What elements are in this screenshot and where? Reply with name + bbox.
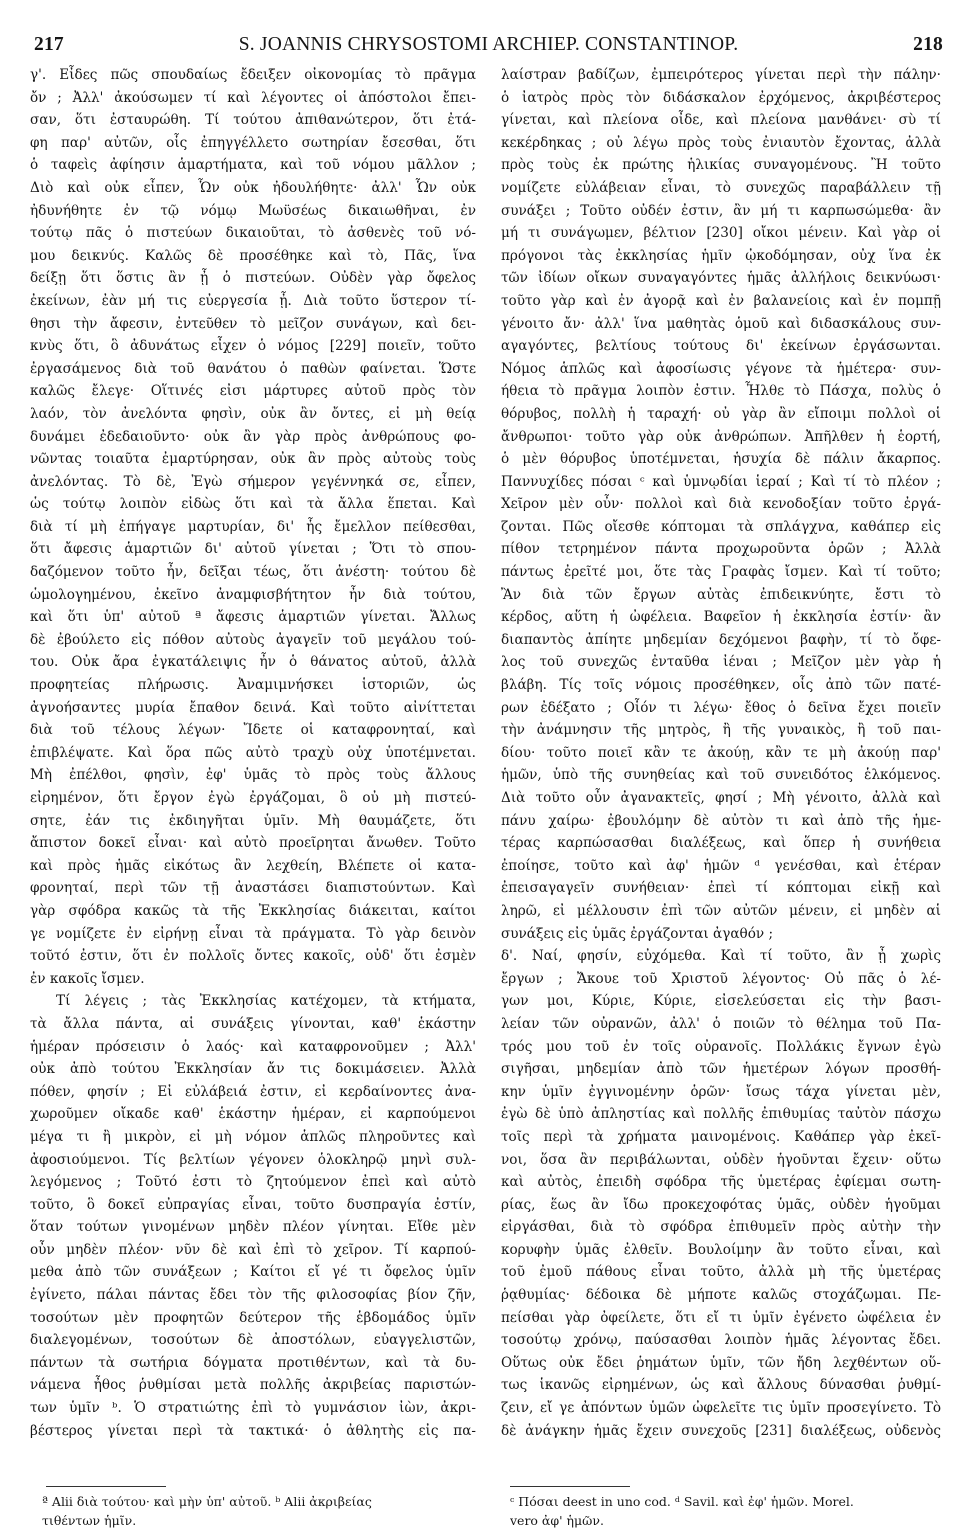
left-text-column — [30, 64, 476, 1442]
footnote-rule-right — [510, 1486, 630, 1487]
text-line: συνάξεις εἰς ὑμᾶς ἐργάζονται ἀγαθόν ; — [501, 925, 774, 942]
text-line: δαζόμενον τοῦτο ἦν, δεῖξαι τέως, ὅτι ἀνέστη· τούτου δὲ — [30, 564, 476, 581]
text-line: θησι τὴν ἄφεσιν, ἐντεῦθεν τὸ μεῖζον συνάγων, καὶ δει- — [30, 315, 476, 332]
text-line: διὰ τοῦ τέλους λέγων· Ἴδετε οἱ καταφρονηταί, καὶ — [30, 722, 476, 739]
text-line: των ὑμῖν ᵇ. Ὁ στρατιώτης ἐπὶ τὸ γυμνάσιον ἰὼν, ἀκρι- — [30, 1400, 476, 1417]
text-line: γ'. Εἶδες πῶς σπουδαίως ἔδειξεν οἰκονομίας τὸ πρᾶγμα — [30, 67, 476, 83]
text-line: τρός μου τοῦ ἐν τοῖς οὐρανοῖς. Πολλάκις ἔγνων ἐγὼ — [501, 1038, 941, 1055]
text-line: διαπαντὸς ἀπίητε μηδεμίαν δεχόμενοι βαφὴν, τί τὸ ὄφε- — [501, 631, 941, 648]
footnote-line: ª Alii διὰ τούτου· καὶ μὴν ὑπ' αὐτοῦ. ᵇ Alii ἀκριβείας — [42, 1494, 372, 1509]
text-line: γένοιτο ἄν· ἀλλ' ἵνα μαθητὰς ὁμοῦ καὶ διδασκάλους συν- — [501, 315, 941, 332]
running-title: S. JOANNIS CHRYSOSTOMI ARCHIEP. CONSTANTINOP. — [238, 34, 739, 55]
text-line: ῥᾳθυμίας· δέδοικα δὲ μήποτε καλῶς στοχάζωμαι. Πε- — [501, 1287, 941, 1304]
running-header — [34, 34, 943, 58]
text-line: φρονηταί, περὶ τῶν τῇ ἀναστάσει διαπιστούντων. Καὶ — [30, 880, 476, 897]
footnote-line: ᶜ Πόσαι deest in uno cod. ᵈ Savil. καὶ ἐφ' ἡμῶν. Morel. — [510, 1494, 854, 1509]
text-line: ὡμολογημένου, ἐκεῖνο ἀναμφισβήτητον ἦν διὰ τούτου, — [30, 586, 476, 603]
text-line: δίου· τοῦτο ποιεῖ κἂν τε ἀκούῃ, κἂν τε μὴ ἀκούῃ παρ' — [501, 744, 941, 761]
text-line: νάμενα ἦθος ῥυθμίσαι μετὰ πολλῆς ἀκριβείας παριστών- — [30, 1377, 476, 1394]
page-number-right: 218 — [913, 34, 943, 55]
text-line: ἀφοσιούμενοι. Τίς βελτίων γέγονεν ὁλοκληρῷ μηνὶ συλ- — [30, 1151, 476, 1168]
text-line: οὐκ ἀπὸ τούτου Ἐκκλησίαν ἄν τις δοκιμάσειεν. Ἀλλὰ — [30, 1061, 476, 1078]
text-line: μεθα ἀπὸ τῶν συνάξεων ; Καίτοι εἴ γέ τι ὄφελος ὑμῖν — [30, 1264, 476, 1281]
text-line: ζονται. Πῶς οἴεσθε κόπτομαι τὰ σπλάγχνα, καθάπερ εἰς — [501, 518, 941, 535]
text-line: ληρῶ, εἰ μέλλουσιν ἐπὶ τῶν αὐτῶν μένειν, εἰ μηδὲν αἱ — [501, 902, 941, 919]
text-line: μή τι συνάγωμεν, βέλτιον [230] οἴκοι μένειν. Καὶ γὰρ οἱ — [501, 225, 941, 242]
text-line: συνάξει ; Τοῦτο οὐδέν ἐστιν, ἂν μή τι καρπωσώμεθα· ἂν — [501, 202, 941, 219]
text-line: ἐργασάμενος διὰ τοῦ θανάτου ὁ παθὼν φαίνεται. Ὥστε — [30, 360, 476, 377]
text-line: τοσούτων μὲν προφητῶν δεύτερον τῆς ἑβδομάδος ὑμῖν — [30, 1309, 476, 1326]
text-line: γε νομίζετε ἐν εἰρήνῃ εἶναι τὰ πράγματα. Τὸ γὰρ δεινὸν — [30, 925, 476, 942]
text-line: Παννυχίδες πόσαι ᶜ καὶ ὑμνῳδίαι ἱεραί ; Καὶ τί τὸ πλέον ; — [501, 473, 941, 490]
text-line: πόθεν, φησίν ; Εἰ εὐλάβειά ἐστιν, εἰ κερδαίνοντες ἀνα- — [30, 1083, 476, 1100]
text-line: κεκέρδηκας ; οὐ λέγω πρὸς τοὺς ἐνιαυτὸν ἔχοντας, ἀλλὰ — [501, 134, 941, 151]
text-line: τοῦτο γὰρ καὶ ἐν ἀγορᾷ καὶ ἐν βαλανείοις καὶ ἐν πομπῇ — [501, 292, 941, 309]
text-line: δυνάμει ἐδεδαιοῦντο· οὐκ ἂν γὰρ πρὸς ἀνθρώπους φο- — [30, 428, 476, 445]
text-line: δείξῃ ὅτι ὅστις ἂν ᾖ ὁ πιστεύων. Οὐδὲν γὰρ ὄφελος — [30, 270, 476, 287]
text-line: δ'. Ναί, φησίν, εὐχόμεθα. Καὶ τί τοῦτο, ἂν ᾖ χωρὶς — [501, 948, 941, 965]
text-line: πείσθαι γὰρ ὀφείλετε, ὅτι εἴ τι ὑμῖν ἐγένετο ὠφέλεια ἐν — [501, 1309, 941, 1326]
text-line: Διὰ τοῦτο οὖν ἀγανακτεῖς, φησί ; Μὴ γένοιτο, ἀλλὰ καὶ — [501, 790, 941, 806]
text-line: λεγόμενος ; Τοῦτό ἐστι τὸ ζητούμενον ἐπεὶ καὶ αὐτὸ — [30, 1174, 476, 1191]
text-line: τοῦτο, ὃ δοκεῖ εὐπραγίας εἶναι, τοῦτο δυσπραγία ἐστίν, — [30, 1196, 476, 1213]
text-line: τοῦ ἐμοῦ πάθους εἶναι τοῦτο, ἀλλὰ μὴ τῆς ὑμετέρας — [501, 1264, 941, 1281]
footnotes-left — [42, 1492, 472, 1530]
text-line: ὁ ταφεὶς ἀφίησιν ἁμαρτήματα, καὶ τοῦ νόμου μᾶλλον ; — [30, 157, 476, 174]
text-line: Χεῖρον μὲν οὖν· πολλοὶ καὶ διὰ κενοδοξίαν τοῦτο ἐργά- — [501, 496, 941, 513]
text-line: του. Οὐκ ἄρα ἐγκατάλειψις ἦν ὁ θάνατος αὐτοῦ, ἀλλὰ — [30, 654, 476, 671]
text-line: πρόγονοι τὰς ἐκκλησίας ἡμῖν ᾠκοδόμησαν, οὐχ ἵνα ἐκ — [501, 247, 941, 264]
text-line: ζειν, εἴ γε ἀπόντων ὑμῶν ὠφελεῖτε τις ὑμῖν προσεγίνετο. Τὸ — [501, 1400, 941, 1417]
text-line: ἐποίησε, τοῦτο καὶ ἀφ' ἡμῶν ᵈ γενέσθαι, καὶ ἑτέραν — [501, 857, 941, 874]
text-line: γὰρ σφόδρα κακῶς τὰ τῆς Ἐκκλησίας διάκειται, καίτοι — [30, 902, 476, 919]
text-line: μέγα τι ἢ μικρὸν, εἰ μὴ νόμον ἁπλῶς πληροῦντες καὶ — [30, 1128, 476, 1145]
footnote-line: vero ἀφ' ἡμῶν. — [510, 1513, 604, 1528]
text-line: καὶ πρὸς ἡμᾶς εἰκότως ἂν λεχθείη, Βλέπετε οἱ κατα- — [30, 857, 476, 874]
text-line: λος τοῦ συνεχῶς ἐνταῦθα ἰέναι ; Μεῖζον μὲν γὰρ ἡ — [501, 654, 941, 671]
right-text-column — [501, 64, 941, 1442]
text-line: οὖν μηδὲν πλέον· νῦν δὲ καὶ ἐπὶ τὸ χεῖρον. Τί καρπού- — [30, 1241, 476, 1258]
text-line: ὁ μὲν θόρυβος ὑποτέμνεται, ἡσυχία δὲ πάλιν ἄκαρπος. — [501, 451, 941, 468]
text-line: ἐγὼ δὲ ὑπὸ ἀπληστίας καὶ πολλῆς ἐπιθυμίας ταὐτὸν πάσχω — [501, 1106, 941, 1123]
text-line: μου δεικνύς. Καλῶς δὲ προσέθηκε καὶ τὸ, Πᾶς, ἵνα — [30, 247, 476, 264]
text-line: τέρας καρπώσασθαι διαλέξεως, καὶ ὅπερ ἡ συνήθεια — [501, 835, 941, 852]
text-line: νῶντας τοιαῦτα ἐμαρτύρησαν, οὐκ ἂν πρὸς αὐτοὺς τοὺς — [30, 451, 476, 468]
text-line: ἀνελόντας. Τὸ δὲ, Ἐγὼ σήμερον γεγέννηκά σε, εἶπεν, — [30, 473, 476, 490]
text-line: ἀγνοήσαντες μυρία ἔπαθον δεινά. Καὶ τοῦτο αἰνίττεται — [30, 699, 476, 716]
text-line: ἐν κακοῖς ἴσμεν. — [30, 970, 145, 987]
text-line: Τί λέγεις ; τὰς Ἐκκλησίας κατέχομεν, τὰ κτήματα, — [56, 993, 476, 1010]
text-line: πίθον τετρημένον πάντα προχωροῦντα ὁρῶν ; Ἀλλὰ — [501, 541, 941, 558]
text-line: ὅταν τούτων γινομένων μηδὲν πλέον γίνηται. Εἴθε μὲν — [30, 1219, 476, 1236]
footnote-rule-left — [46, 1486, 166, 1487]
text-line: σιγῆσαι, μηδεμίαν ἀπὸ τῶν ἡμετέρων λόγων προσθή- — [501, 1061, 941, 1078]
text-line: τὰ ἄλλα πάντα, αἱ συνάξεις γίνονται, καθ' ἑκάστην — [30, 1015, 476, 1032]
text-line: εἰργάσθαι, διὰ τὸ σφόδρα ἐπιθυμεῖν πρὸς αὐτὴν τὴν — [501, 1219, 941, 1236]
text-line: ἄπιστον δοκεῖ εἶναι· καὶ αὐτὸ προεῖρηται ἄνωθεν. Τοῦτο — [30, 835, 476, 852]
text-line: ἡμέραν πρόσεισιν ὁ λαός· καὶ καταφρονοῦμεν ; Ἀλλ' — [30, 1038, 476, 1055]
text-line: χωροῦμεν οἴκαδε καθ' ἑκάστην ἡμέραν, εἰ καρπούμενοι — [30, 1106, 476, 1123]
text-line: διαλεγομένων, τοσούτων δὲ ἀποστόλων, εὐαγγελιστῶν, — [30, 1332, 476, 1349]
text-line: ἐκείνων, ἐὰν μή τις εὐεργεσία ᾖ. Διὰ τοῦτο ὕστερον τί- — [30, 292, 476, 309]
text-line: ὡς τούτῳ λοιπὸν εἰδὼς ὅτι καὶ τὰ ἄλλα ἕπεται. Καὶ — [30, 496, 476, 513]
text-line: διὰ τί μὴ ἐπήγαγε μαρτυρίαν, δι' ἧς ἔμελλον πείθεσθαι, — [30, 518, 476, 535]
text-line: προφητείας πλήρωσις. Ἀναμιμνήσκει ἱστοριῶν, ὡς — [30, 677, 476, 694]
text-line: τοῖς περὶ τὰ χρήματα μαινομένοις. Καθάπερ γὰρ ἐκεῖ- — [501, 1128, 941, 1145]
text-line: ήθεια τὸ πρᾶγμα λοιπὸν ἐστιν. Ἦλθε τὸ Πάσχα, πολὺς ὁ — [501, 383, 941, 400]
text-line: Οὕτως οὐκ ἔδει ῥημάτων ὑμῖν, τῶν ἤδη λεχθέντων οὕ- — [501, 1354, 941, 1371]
text-line: σαν, ὅτι ἐσταυρώθη. Τί τούτου ἀπιθανώτερον, ὅτι ἐτά- — [30, 112, 476, 129]
text-line: πάνυ χαίρω· ἐβουλόμην δὲ αὐτὸν τι καὶ ἀπὸ τῆς ἡμε- — [501, 812, 941, 829]
text-line: γων μοι, Κύριε, Κύριε, εἰσελεύσεται εἰς τὴν βασι- — [501, 993, 941, 1010]
text-line: βλάβη. Τίς τοῖς νόμοις προσέθηκεν, οἷς ἀπὸ τῶν πατέ- — [501, 677, 941, 694]
text-line: ἐγίνετο, πάλαι πάντας ἔδει τὸν τῆς φιλοσοφίας βίον ζῆν, — [30, 1287, 476, 1304]
text-line: τοῦτό ἐστιν, ὅτι ἐν πολλοῖς ὄντες κακοῖς, οὐδ' ὅτι ἐσμὲν — [30, 948, 476, 965]
text-line: ἠδυνήθητε ἐν τῷ νόμῳ Μωϋσέως δικαιωθῆναι, ἐν — [30, 202, 476, 219]
text-line: λαόν, τὸν ἀνελόντα φησὶν, οὐκ ἂν ὄντες, εἰ μὴ θείᾳ — [30, 405, 476, 422]
text-line: ἡμῶν, ὑπὸ τῆς συνηθείας καὶ τοῦ συνειδότος ἑλκόμενος. — [501, 767, 941, 784]
text-line: κην ὑμῖν ἐγγινομένην ὁρῶν· ἴσως τάχα γίνεται μὲν, — [501, 1083, 941, 1100]
text-line: ἐπεισαγαγεῖν συνήθειαν· ἐπεὶ τί κόπτομαι εἰκῇ καὶ — [501, 880, 941, 897]
text-line: κνὺς ὅτι, ὃ ἀδυνάτως εἶχεν ὁ νόμος [229] ποιεῖν, τοῦτο — [30, 338, 476, 355]
text-line: Νόμος ἁπλῶς καὶ ἀφοσίωσις γέγονε τὰ ἡμέτερα· συν- — [501, 360, 941, 377]
text-line: ὁ ἰατρὸς πρὸς τὸν διδάσκαλον ἐρχόμενος, ἀκριβέστερος — [501, 89, 941, 106]
footnotes-right — [510, 1492, 950, 1530]
text-line: βέστερος γίνεται περὶ τὰ τακτικά· ὁ ἀθλητὴς εἰς πα- — [30, 1422, 476, 1439]
text-line: Μὴ ἐπέλθοι, φησὶν, ἐφ' ὑμᾶς τὸ πρὸς τοὺς ἄλλους — [30, 767, 476, 784]
text-line: εἰρημένον, ὅτι ἔργον ἐγὼ ἐργάζομαι, ὃ οὐ μὴ πιστεύ- — [30, 790, 476, 806]
footnote-line: τιθέντων ἡμῖν. — [42, 1513, 137, 1528]
text-line: ἔργων ; Ἄκουε τοῦ Χριστοῦ λέγοντος· Οὐ πᾶς ὁ λέ- — [501, 970, 941, 987]
text-line: καὶ αὐτὸς, ἐπειδὴ σφόδρα τῆς ὑμετέρας ἐφίεμαι σωτη- — [501, 1174, 941, 1191]
text-line: πρὸς τοὺς ἐκ πρώτης ἡλικίας συναγομένους. Ἢ τοῦτο — [501, 157, 941, 174]
text-line: πάντως ἐρεῖτέ μοι, ὅτε τὰς Γραφὰς ἴσμεν. Καὶ τί τοῦτο; — [501, 564, 941, 581]
text-line: πάντων τὰ σωτήρια δόγματα προτιθέντων, καὶ τὰ δυ- — [30, 1354, 476, 1371]
text-line: τὴν ἀνάμνησιν τῆς μητρὸς, ἢ τῆς γυναικὸς, ἢ τοῦ παι- — [501, 722, 941, 739]
text-line: φη παρ' αὐτῶν, οἷς ἐπηγγέλλετο σωτηρίαν ἔσεσθαι, ὅτι — [30, 134, 476, 151]
text-line: τούτῳ πᾶς ὁ πιστεύων δικαιοῦται, τὸ ἀσθενὲς τοῦ νό- — [30, 225, 476, 242]
text-line: λείαν τῶν οὐρανῶν, ἀλλ' ὁ ποιῶν τὸ θέλημα τοῦ Πα- — [501, 1015, 941, 1032]
text-line: ἄνθρωποι· τοῦτο γὰρ οὐκ ἀνθρώπων. Ἀπῆλθεν ἡ ἑορτή, — [501, 428, 941, 445]
text-line: νομίζετε εὐλάβειαν εἶναι, τὸ συνεχῶς παραβάλλειν τῇ — [501, 179, 941, 196]
text-line: τοσούτῳ χρόνῳ, παύσασθαι λοιπὸν ἡμᾶς λέγοντας ἔδει. — [501, 1332, 941, 1349]
text-line: ἐπιβλέψατε. Καὶ ὅρα πῶς αὐτὸ τραχὺ οὐχ ὑποτέμνεται. — [30, 744, 476, 761]
text-line: ρίας, ἕως ἂν ἴδω προκεχοφότας ὑμᾶς, οὐδὲν ἡγοῦμαι — [501, 1196, 941, 1213]
text-line: κέρδος, αὕτη ἡ ὠφέλεια. Βαφεῖον ἡ ἐκκλησία ἐστίν· ἂν — [501, 609, 941, 626]
text-line: καλῶς ἔλεγε· Οἵτινές εἰσι μάρτυρες αὐτοῦ πρὸς τὸν — [30, 383, 476, 400]
text-line: καὶ ὅτι ὑπ' αὐτοῦ ª ἄφεσις ἁμαρτιῶν γίνεται. Ἄλλως — [30, 609, 476, 626]
text-line: ὅτι ἄφεσις ἁμαρτιῶν δι' αὐτοῦ γίνεται ; Ὅτι τὸ σπου- — [30, 541, 476, 558]
text-line: θόρυβος, πολλὴ ἡ ταραχή· οὐ γὰρ ἂν εἴποιμι πολλοὶ οἱ — [501, 405, 941, 422]
text-line: τως ἱκανῶς εἰρημένων, ὡς καὶ ἄλλους δύνασθαι ῥυθμί- — [501, 1377, 941, 1394]
text-line: νοι, ὅσα ἂν περιβάλωνται, οὐδὲν ἡγοῦνται ἔχειν· οὕτω — [501, 1151, 941, 1168]
text-line: λαίστραν βαδίζων, ἐμπειρότερος γίνεται περὶ τὴν πάλην· — [501, 67, 941, 83]
text-line: αγαγόντες, βελτίους τούτους δι' ἐκείνων ἐργάσωνται. — [501, 338, 941, 355]
text-line: κορυφὴν ὑμᾶς ἐλθεῖν. Βουλοίμην ἂν τοῦτο εἶναι, καὶ — [501, 1241, 941, 1258]
text-line: Διὸ καὶ οὐκ εἶπεν, Ὧν οὐκ ἠδουλήθητε· ἀλλ' Ὧν οὐκ — [30, 179, 476, 196]
text-line: Ἂν διὰ τῶν ἔργων αὐτὰς ἐπιδεικνύητε, ἔστι τὸ — [501, 586, 941, 603]
text-line: ὄν ; Ἀλλ' ἀκούσωμεν τί καὶ λέγοντες οἱ ἀπόστολοι ἔπει- — [30, 89, 476, 106]
text-line: σητε, ἐάν τις ἐκδιηγῆται ὑμῖν. Μὴ θαυμάζετε, ὅτι — [30, 812, 476, 829]
text-line: ρων ἐδέξατο ; Οἷόν τι λέγω· ἔθος ὁ δεῖνα ἔχει ποιεῖν — [501, 699, 941, 716]
text-line: δὲ ἀνάγκην ἡμᾶς ἔχειν συνεχοῦς [231] διαλέξεως, οὐδενὸς — [501, 1422, 941, 1439]
text-line: δὲ ἐβούλετο εἰς πόθον αὐτοὺς ἀγαγεῖν τοῦ μεγάλου τού- — [30, 631, 476, 648]
text-line: γίνεται, καὶ πλείονα οἶδε, καὶ πλείονα μανθάνει· σὺ τί — [501, 112, 941, 129]
text-line: τῶν ἰδίων οἴκων συναγαγόντες ἡμᾶς ἀλλήλοις δεικνύωσι· — [501, 270, 941, 287]
page-number-left: 217 — [34, 34, 64, 55]
